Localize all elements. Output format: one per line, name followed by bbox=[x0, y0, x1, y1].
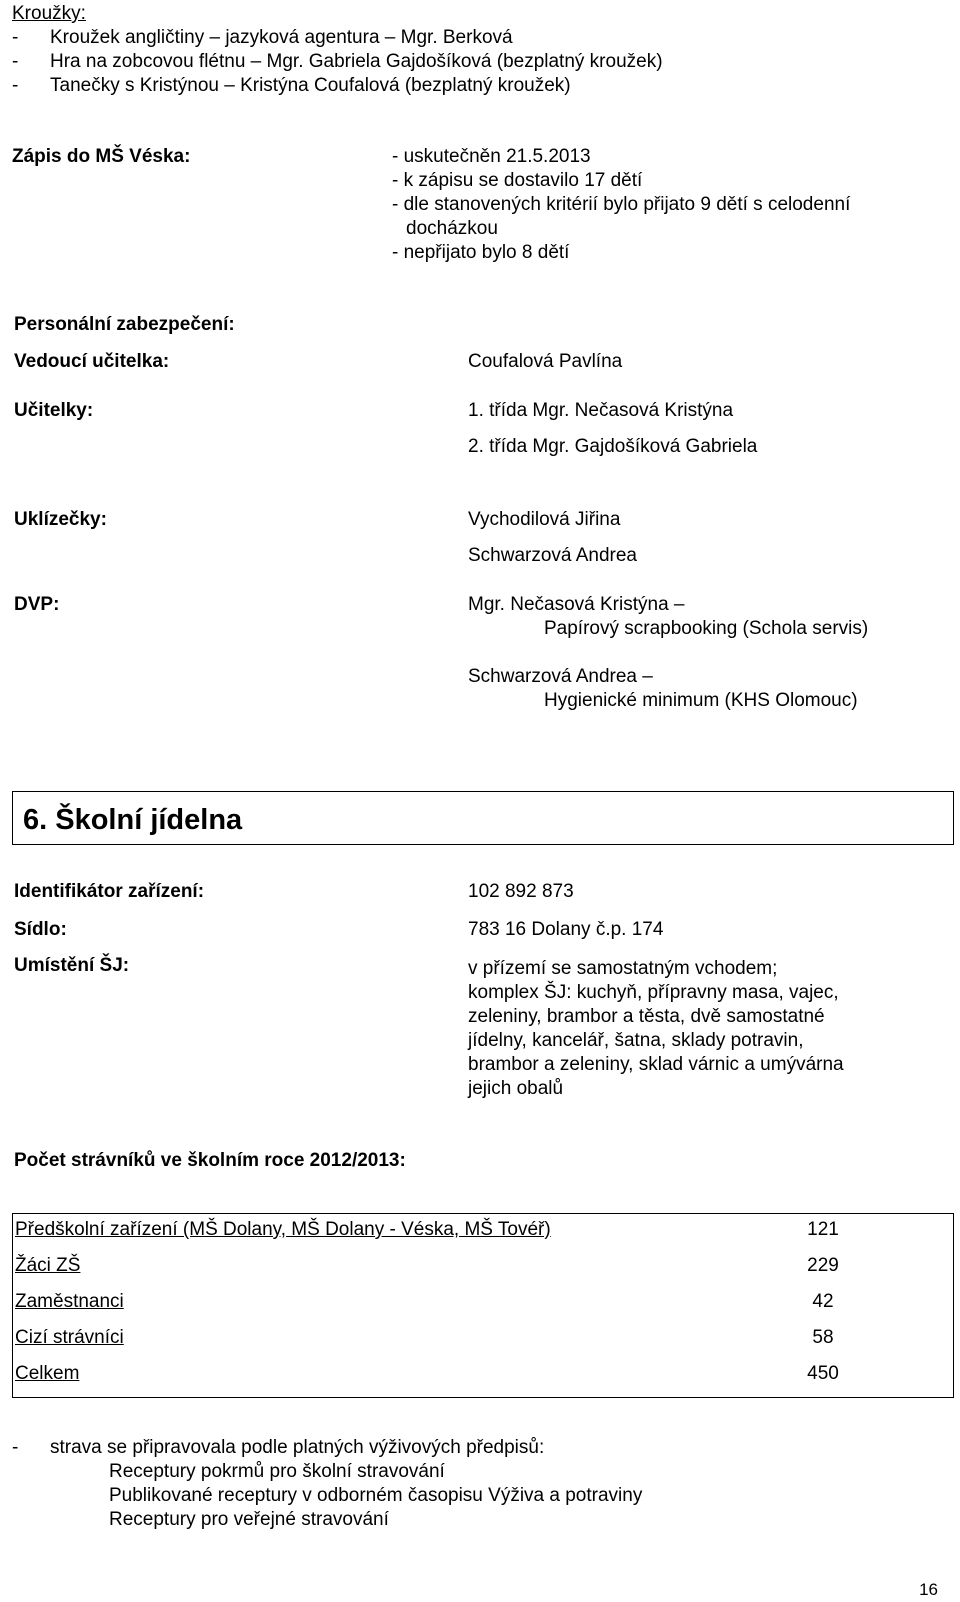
dvp-name: Schwarzová Andrea – bbox=[468, 666, 653, 687]
dash-icon: - bbox=[12, 1437, 19, 1458]
dvp-course: Hygienické minimum (KHS Olomouc) bbox=[544, 690, 858, 711]
umisteni-line: v přízemí se samostatným vchodem; bbox=[468, 958, 778, 979]
ucitelky-label: Učitelky: bbox=[14, 400, 94, 421]
row-value: 450 bbox=[807, 1363, 839, 1384]
section-title-box bbox=[12, 791, 954, 845]
uklizecky-label: Uklízečky: bbox=[14, 509, 107, 530]
umisteni-line: zeleniny, brambor a těsta, dvě samostatné bbox=[468, 1006, 825, 1027]
umisteni-label: Umístění ŠJ: bbox=[14, 955, 130, 976]
vedouci-label: Vedoucí učitelka: bbox=[14, 351, 170, 372]
uklizecka-item: Schwarzová Andrea bbox=[468, 545, 637, 566]
id-value: 102 892 873 bbox=[468, 881, 574, 902]
zapis-line: - uskutečněn 21.5.2013 bbox=[392, 146, 591, 167]
row-label: Žáci ZŠ bbox=[15, 1255, 81, 1276]
row-value: 42 bbox=[812, 1291, 834, 1312]
page-number: 16 bbox=[919, 1580, 938, 1599]
zapis-label: Zápis do MŠ Véska: bbox=[12, 146, 191, 167]
umisteni-line: brambor a zeleniny, sklad várnic a umývárna bbox=[468, 1054, 844, 1075]
sidlo-label: Sídlo: bbox=[14, 919, 67, 940]
krouzky-heading: Kroužky: bbox=[12, 3, 86, 24]
stravnici-heading: Počet strávníků ve školním roce 2012/2013: bbox=[14, 1150, 406, 1171]
row-label: Cizí strávníci bbox=[15, 1327, 124, 1348]
ucitelka-item: 1. třída Mgr. Nečasová Kristýna bbox=[468, 400, 734, 421]
row-value: 229 bbox=[807, 1255, 839, 1276]
row-value: 58 bbox=[812, 1327, 834, 1348]
dvp-name: Mgr. Nečasová Kristýna – bbox=[468, 594, 685, 615]
table-row bbox=[13, 1254, 953, 1280]
stravnici-table bbox=[12, 1213, 954, 1398]
umisteni-line: jejich obalů bbox=[468, 1078, 564, 1099]
list-item: Publikované receptury v odborném časopisu Výživa a potraviny bbox=[109, 1485, 643, 1506]
vedouci-value: Coufalová Pavlína bbox=[468, 351, 623, 372]
uklizecka-item: Vychodilová Jiřina bbox=[468, 509, 621, 530]
row-label: Předškolní zařízení (MŠ Dolany, MŠ Dolany - Véska, MŠ Tovéř) bbox=[15, 1219, 551, 1240]
dvp-label: DVP: bbox=[14, 594, 60, 615]
list-item: Receptury pokrmů pro školní stravování bbox=[109, 1461, 445, 1482]
personal-heading: Personální zabezpečení: bbox=[14, 314, 235, 335]
table-row bbox=[13, 1218, 953, 1244]
section-title: 6. Školní jídelna bbox=[23, 804, 243, 836]
umisteni-line: jídelny, kancelář, šatna, sklady potravin, bbox=[468, 1030, 804, 1051]
table-row bbox=[13, 1290, 953, 1316]
zapis-line: - nepřijato bylo 8 dětí bbox=[392, 242, 570, 263]
row-value: 121 bbox=[807, 1219, 839, 1240]
row-label: Celkem bbox=[15, 1363, 80, 1384]
zapis-line: - k zápisu se dostavilo 17 dětí bbox=[392, 170, 643, 191]
sidlo-value: 783 16 Dolany č.p. 174 bbox=[468, 919, 664, 940]
dvp-course: Papírový scrapbooking (Schola servis) bbox=[544, 618, 869, 639]
list-item: Receptury pro veřejné stravování bbox=[109, 1509, 389, 1530]
row-label: Zaměstnanci bbox=[15, 1291, 124, 1312]
zapis-line: docházkou bbox=[406, 218, 498, 239]
umisteni-line: komplex ŠJ: kuchyň, přípravny masa, vajec, bbox=[468, 982, 839, 1003]
strava-intro: strava se připravovala podle platných výživových předpisů: bbox=[50, 1437, 545, 1458]
table-row bbox=[13, 1362, 953, 1388]
ucitelka-item: 2. třída Mgr. Gajdošíková Gabriela bbox=[468, 436, 758, 457]
zapis-line: - dle stanovených kritérií bylo přijato 9 dětí s celodenní bbox=[392, 194, 851, 215]
id-label: Identifikátor zařízení: bbox=[14, 881, 205, 902]
table-row bbox=[13, 1326, 953, 1352]
